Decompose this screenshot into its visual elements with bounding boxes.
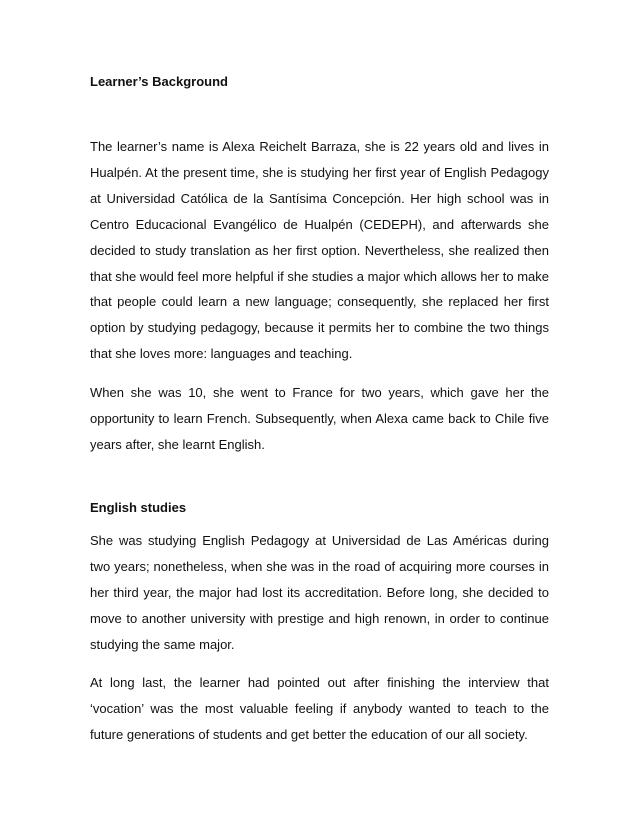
paragraph-background-1: The learner’s name is Alexa Reichelt Barraza, she is 22 years old and lives in Hualpén. At the present time, she is studying her first year of English Pedagogy at Universidad Católica de la Santísima Concepción. Her high school was in Centro Educacional Evangélico de Hualpén (CEDEPH), and afterwards she decided to study translation as her first option. Nevertheless, she realized then that she would feel more helpful if she studies a major which allows her to make that people could learn a new language; consequently, she replaced her first option by studying pedagogy, because it permits her to combine the two things that she loves more: languages and teaching. bbox=[90, 139, 549, 362]
section-heading-english-studies: English studies bbox=[90, 499, 187, 515]
paragraph-background-2: When she was 10, she went to France for two years, which gave her the opportunity to learn French. Subsequently, when Alexa came back to Chile five years after, she learnt English. bbox=[90, 385, 549, 452]
section-heading-learners-background: Learner’s Background bbox=[90, 74, 228, 89]
paragraph-english-studies-2: At long last, the learner had pointed out after finishing the interview that ‘vocation’ was the most valuable feeling if anybody wanted to teach to the future generations of students and get better the education of our all society. bbox=[90, 675, 549, 743]
document-page bbox=[90, 74, 549, 748]
paragraph-english-studies-1: She was studying English Pedagogy at Universidad de Las Américas during two years; nonetheless, when she was in the road of acquiring more courses in her third year, the major had lost its accreditation. Before long, she decided to move to another university with prestige and high renown, in order to continue studying the same major. bbox=[90, 532, 549, 652]
